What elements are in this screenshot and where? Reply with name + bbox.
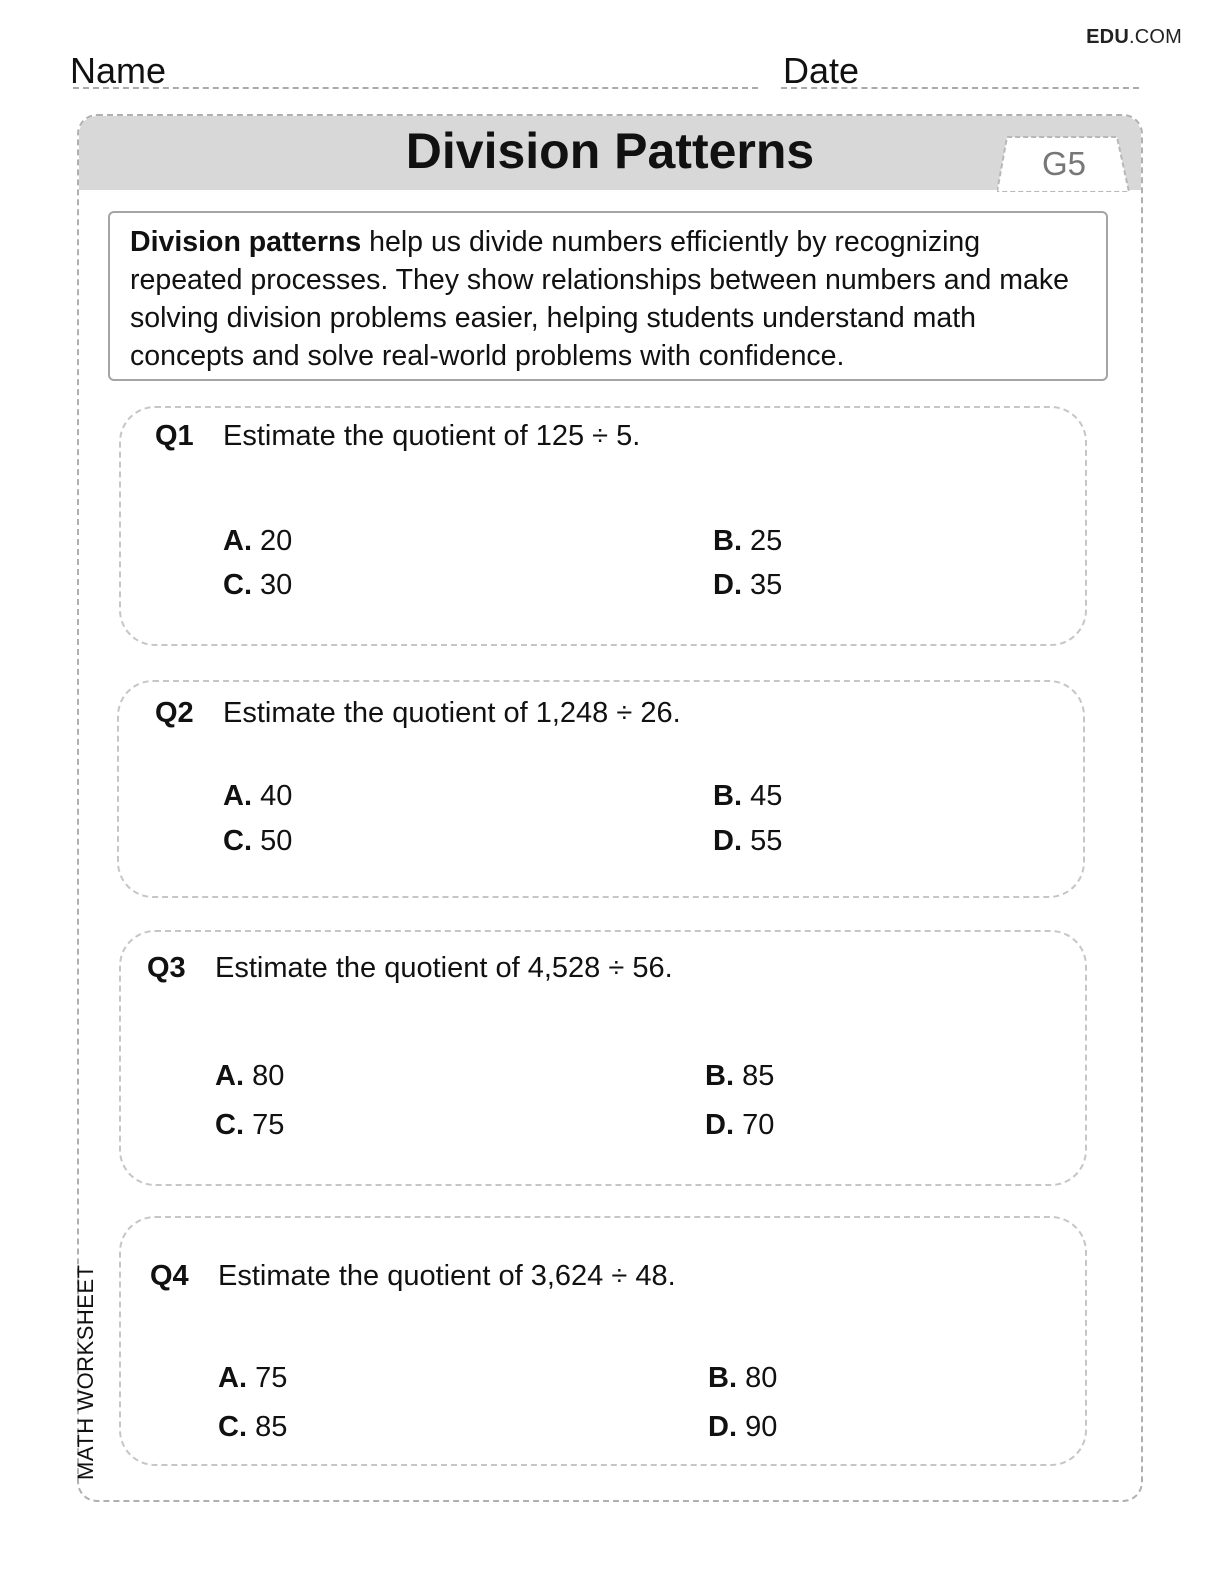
option-value: 30 bbox=[252, 569, 293, 601]
brand-logo-suffix: .COM bbox=[1128, 26, 1182, 48]
option-letter: D. bbox=[705, 1109, 734, 1141]
option-letter: C. bbox=[223, 569, 252, 601]
option-value: 50 bbox=[260, 825, 293, 857]
option-value: 80 bbox=[745, 1362, 778, 1394]
option-value: 80 bbox=[252, 1060, 285, 1092]
option-letter: D. bbox=[708, 1411, 737, 1443]
option-d[interactable] bbox=[713, 825, 782, 858]
question-number: Q1 bbox=[155, 420, 194, 452]
option-a[interactable] bbox=[215, 1060, 284, 1093]
question-card-4 bbox=[119, 1216, 1087, 1466]
intro-box bbox=[108, 211, 1108, 381]
date-field-line[interactable] bbox=[781, 87, 1139, 89]
side-label: MATH WORKSHEET bbox=[73, 1264, 98, 1480]
option-value: 35 bbox=[742, 569, 783, 601]
question-text: Estimate the quotient of 3,624 ÷ 48. bbox=[218, 1260, 676, 1292]
worksheet-frame bbox=[77, 114, 1143, 1502]
option-letter: C. bbox=[218, 1411, 247, 1443]
intro-text: help us divide numbers efficiently by recognizing repeated processes. They show relationships between numbers and make solving division problems easier, helping students understand math concepts and solve real-world problems with confidence. bbox=[130, 226, 1069, 372]
question-card-2 bbox=[117, 680, 1085, 898]
option-c[interactable] bbox=[223, 825, 292, 858]
question-number: Q3 bbox=[147, 952, 186, 984]
option-b[interactable] bbox=[713, 780, 782, 813]
option-value: 75 bbox=[252, 1109, 285, 1141]
option-value: 25 bbox=[742, 525, 783, 557]
option-letter: D. bbox=[713, 825, 742, 857]
page-title: Division Patterns bbox=[405, 123, 815, 179]
question-text: Estimate the quotient of 125 ÷ 5. bbox=[223, 420, 641, 452]
header-band bbox=[79, 116, 1141, 190]
option-value: 85 bbox=[255, 1411, 288, 1443]
option-value: 85 bbox=[742, 1060, 775, 1092]
option-letter: A. bbox=[218, 1362, 247, 1394]
option-letter: B. bbox=[705, 1060, 734, 1092]
option-value: 45 bbox=[750, 780, 783, 812]
question-card-1 bbox=[119, 406, 1087, 646]
option-value: 40 bbox=[260, 780, 293, 812]
question-card-3 bbox=[119, 930, 1087, 1186]
option-d[interactable] bbox=[708, 1411, 777, 1444]
name-field-line[interactable] bbox=[73, 87, 758, 89]
question-number: Q4 bbox=[150, 1260, 189, 1292]
brand-logo-bold: EDU bbox=[1086, 26, 1129, 48]
option-c[interactable] bbox=[218, 1411, 287, 1444]
option-a[interactable] bbox=[218, 1362, 287, 1395]
option-letter: C. bbox=[215, 1109, 244, 1141]
option-letter: A. bbox=[223, 780, 252, 812]
option-value: 75 bbox=[255, 1362, 288, 1394]
grade-tab bbox=[997, 135, 1131, 192]
option-d[interactable] bbox=[713, 569, 782, 602]
option-value: 70 bbox=[742, 1109, 775, 1141]
option-letter: B. bbox=[708, 1362, 737, 1394]
question-number: Q2 bbox=[155, 697, 194, 729]
option-b[interactable] bbox=[705, 1060, 774, 1093]
option-value: 20 bbox=[252, 525, 293, 557]
option-a[interactable] bbox=[223, 780, 292, 813]
option-letter: B. bbox=[713, 780, 742, 812]
name-label: Name bbox=[70, 50, 167, 91]
option-c[interactable] bbox=[215, 1109, 284, 1142]
date-label: Date bbox=[783, 50, 860, 91]
option-letter: B. bbox=[713, 525, 742, 557]
question-text: Estimate the quotient of 4,528 ÷ 56. bbox=[215, 952, 673, 984]
option-value: 55 bbox=[750, 825, 783, 857]
option-letter: C. bbox=[223, 825, 252, 857]
option-c[interactable] bbox=[223, 569, 292, 602]
option-a[interactable] bbox=[223, 525, 292, 558]
option-value: 90 bbox=[745, 1411, 778, 1443]
option-b[interactable] bbox=[713, 525, 782, 558]
brand-logo bbox=[1086, 26, 1182, 49]
intro-bold-term: Division patterns bbox=[130, 226, 362, 258]
option-letter: A. bbox=[215, 1060, 244, 1092]
question-text: Estimate the quotient of 1,248 ÷ 26. bbox=[223, 697, 681, 729]
option-b[interactable] bbox=[708, 1362, 777, 1395]
grade-label: G5 bbox=[1041, 145, 1087, 182]
option-d[interactable] bbox=[705, 1109, 774, 1142]
option-letter: A. bbox=[223, 525, 252, 557]
option-letter: D. bbox=[713, 569, 742, 601]
